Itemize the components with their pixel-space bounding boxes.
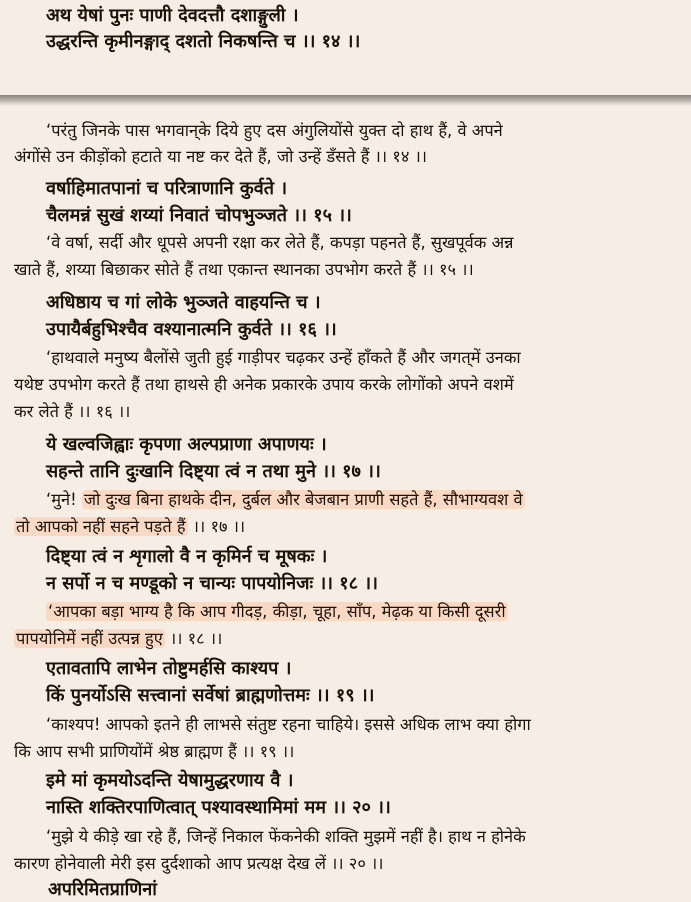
highlighted-text: जो दुःख बिना हाथके दीन, दुर्बल और बेजबान प्राणी सहते हैं, सौभाग्यवश वे	[83, 490, 523, 509]
verse-line: किं पुनर्योऽसि सत्त्वानां सर्वेषां ब्राह्मणोत्तमः ।। १९ ।।	[46, 685, 375, 706]
verse-line: सहन्ते तानि दुःखानि दिष्ट्या त्वं न तथा मुने ।। १७ ।।	[46, 461, 381, 482]
text-segment: कारण होनेवाली मेरी इस दुर्दशाको आप प्रत्यक्ष देख लें ।। २० ।।	[14, 854, 384, 873]
translation-line	[14, 712, 678, 738]
page-divider	[0, 95, 691, 103]
verse-line: इमे मां कृमयोऽदन्ति येषामुद्धरणाय वै ।	[46, 770, 294, 791]
translation-line	[14, 599, 678, 625]
text-segment: यथेष्ट उपभोग करते हैं तथा हाथसे ही अनेक प्रकारके उपाय करके लोगोंको अपने वशमें	[14, 375, 514, 394]
verse-line: दिष्ट्या त्वं न शृगालो वै न कृमिर्न च मूषकः ।	[46, 546, 328, 567]
text-segment: कर लेते हैं ।। १६ ।।	[14, 402, 131, 421]
highlighted-text: ‘आपका बड़ा भाग्य है कि आप गीदड़, कीड़ा, चूहा, साँप, मेढ़क या किसी दूसरी	[48, 602, 506, 621]
verse-line: वर्षाहिमातपानां च परित्राणानि कुर्वते ।	[46, 178, 288, 199]
translation-line	[14, 345, 678, 371]
translation-line	[14, 118, 678, 144]
verse-line: उद्धरन्ति कृमीनङ्गाद् दशतो निकषन्ति च ।। १४ ।।	[46, 31, 361, 52]
text-segment: कि आप सभी प्राणियोंमें श्रेष्ठ ब्राह्मण हैं ।। १९ ।।	[14, 742, 295, 761]
translation-line	[14, 851, 678, 877]
verse-line: न सर्पो न च मण्डूको न चान्यः पापयोनिजः ।। १८ ।।	[46, 573, 378, 594]
text-segment: ।। १७ ।।	[187, 517, 246, 536]
verse-line: ये खल्वजिह्वाः कृपणा अल्पप्राणा अपाणयः ।	[46, 434, 327, 455]
translation-line	[14, 257, 678, 283]
text-segment: ‘हाथवाले मनुष्य बैलोंसे जुती हुई गाड़ीपर चढ़कर उन्हें हाँकते हैं और जगत्‌में उनका	[46, 348, 521, 367]
translation-line	[14, 824, 678, 850]
translation-line	[14, 626, 678, 652]
translation-line	[14, 399, 678, 425]
text-segment: ‘काश्यप! आपको इतने ही लाभसे संतुष्ट रहना चाहिये। इससे अधिक लाभ क्या होगा	[46, 715, 531, 734]
text-segment: खाते हैं, शय्या बिछाकर सोते हैं तथा एकान्त स्थानका उपभोग करते हैं ।। १५ ।।	[14, 260, 474, 279]
text-segment: ।। १८ ।।	[164, 629, 223, 648]
text-segment: अंगोंसे उन कीड़ोंको हटाते या नष्ट कर देते हैं, जो उन्हें डँसते हैं ।। १४ ।।	[14, 147, 427, 166]
cut-off-verse-line	[18, 878, 218, 900]
text-segment: ‘वे वर्षा, सर्दी और धूपसे अपनी रक्षा कर लेते हैं, कपड़ा पहनते हैं, सुखपूर्वक अन्न	[46, 233, 514, 252]
text-segment: ‘मुने!	[46, 490, 82, 509]
verse-line: अथ येषां पुनः पाणी देवदत्तौ दशाङ्गुली ।	[46, 5, 299, 26]
translation-line	[14, 487, 678, 513]
translation-line	[14, 739, 678, 765]
highlighted-text: पापयोनिमें नहीं उत्पन्न हुए	[16, 629, 163, 648]
translation-line	[14, 372, 678, 398]
translation-line	[14, 144, 678, 170]
verse-line: नास्ति शक्तिरपाणित्वात् पश्यावस्थामिमां मम ।। २० ।।	[46, 797, 391, 818]
verse-line: उपायैर्बहुभिश्चैव वश्यानात्मनि कुर्वते ।। १६ ।।	[46, 319, 337, 340]
page-divider-shadow	[0, 103, 691, 106]
highlighted-text: तो आपको नहीं सहने पड़ते हैं	[16, 517, 186, 536]
verse-line: अधिष्ठाय च गां लोके भुञ्जते वाहयन्ति च ।	[46, 292, 321, 313]
translation-line	[14, 230, 678, 256]
translation-line	[14, 514, 678, 540]
verse-line: एतावतापि लाभेन तोष्टुमर्हसि काश्यप ।	[46, 658, 292, 679]
text-segment: ‘मुझे ये कीड़े खा रहे हैं, जिन्हें निकाल फेंकनेकी शक्ति मुझमें नहीं है। हाथ न होनेके	[46, 827, 526, 846]
cut-off-text: अपरिमितप्राणिनां	[48, 879, 157, 900]
text-segment: ‘परंतु जिनके पास भगवान्‌के दिये हुए दस अंगुलियोंसे युक्त दो हाथ हैं, वे अपने	[46, 121, 503, 140]
verse-line: चैलमन्नं सुखं शय्यां निवातं चोपभुञ्जते ।। १५ ।।	[46, 205, 352, 226]
